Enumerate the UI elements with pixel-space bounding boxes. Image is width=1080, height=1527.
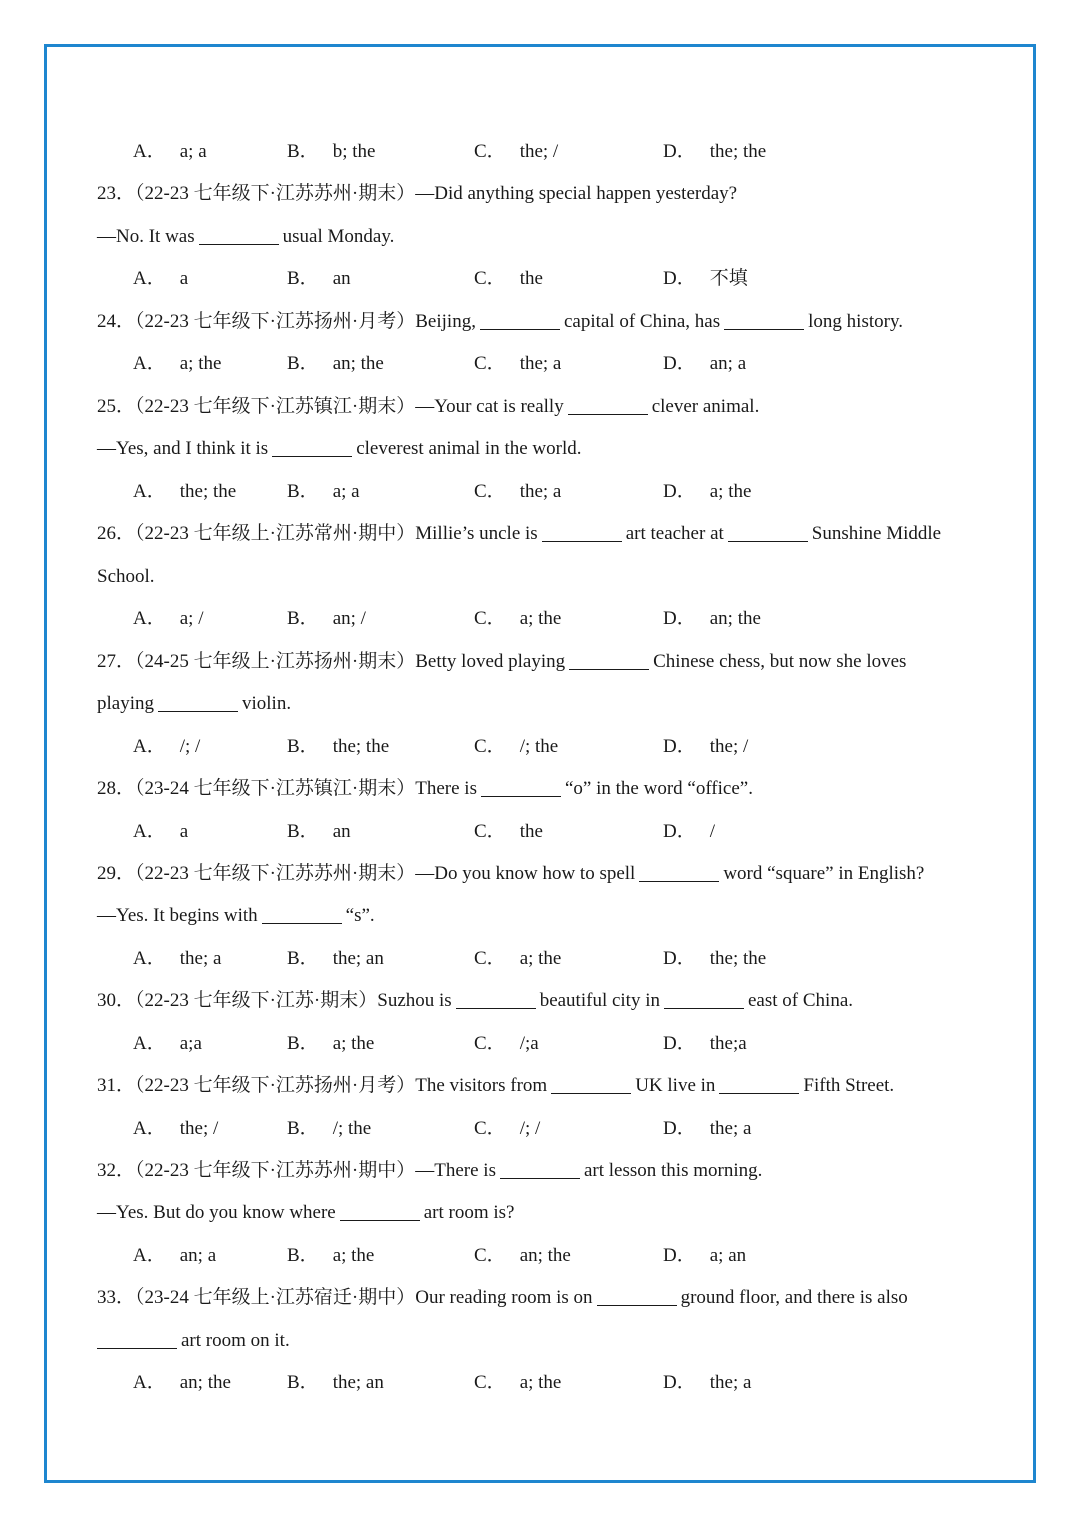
q27-option-b[interactable]: B． the; the (287, 736, 390, 757)
q23-stem: 23．（22-23 七年级下·江苏苏州·期末）—Did anything special happen yesterday? (97, 183, 738, 204)
q25-stem: 25．（22-23 七年级下·江苏镇江·期末）—Your cat is really clever animal. (97, 396, 760, 417)
answer-blank[interactable] (158, 710, 238, 712)
q31-option-b[interactable]: B． /; the (287, 1118, 372, 1139)
q31-option-a[interactable]: A． the; / (133, 1118, 219, 1139)
q32-option-c[interactable]: C． an; the (474, 1245, 571, 1266)
q29-option-d[interactable]: D． the; the (663, 948, 767, 969)
q28-stem: 28．（23-24 七年级下·江苏镇江·期末）There is “o” in the word “office”. (97, 778, 753, 799)
q25-option-a[interactable]: A． the; the (133, 481, 237, 502)
q30-option-d[interactable]: D． the;a (663, 1033, 747, 1054)
answer-blank[interactable] (542, 540, 622, 542)
q28-option-d[interactable]: D． / (663, 821, 716, 842)
q26-stem-line2: School. (97, 566, 155, 587)
q23-option-c[interactable]: C． the (474, 268, 543, 289)
q32-stem: 32．（22-23 七年级下·江苏苏州·期中）—There is art lesson this morning. (97, 1160, 763, 1181)
answer-blank[interactable] (569, 668, 649, 670)
answer-blank[interactable] (262, 922, 342, 924)
q30-options (97, 1023, 990, 1065)
q25-option-d[interactable]: D． a; the (663, 481, 752, 502)
q26-option-c[interactable]: C． a; the (474, 608, 562, 629)
answer-blank[interactable] (340, 1219, 420, 1221)
q27-option-a[interactable]: A． /; / (133, 736, 201, 757)
q31-option-d[interactable]: D． the; a (663, 1118, 752, 1139)
q26-stem: 26．（22-23 七年级上·江苏常州·期中）Millie’s uncle is art teacher at Sunshine Middle (97, 523, 942, 544)
q29-option-a[interactable]: A． the; a (133, 948, 222, 969)
answer-blank[interactable] (481, 795, 561, 797)
q31-option-c[interactable]: C． /; / (474, 1118, 541, 1139)
answer-blank[interactable] (728, 540, 808, 542)
q29-stem-line2: —Yes. It begins with “s”. (97, 905, 375, 926)
q33-option-d[interactable]: D． the; a (663, 1372, 752, 1393)
q29-options (97, 938, 990, 980)
q23-option-d[interactable]: D． 不填 (663, 268, 748, 289)
answer-blank[interactable] (639, 880, 719, 882)
q22-option-b[interactable]: B． b; the (287, 141, 376, 162)
answer-blank[interactable] (724, 328, 804, 330)
q25-stem-line2: —Yes, and I think it is cleverest animal in the world. (97, 438, 582, 459)
q25-option-b[interactable]: B． a; a (287, 481, 360, 502)
q26-option-a[interactable]: A． a; / (133, 608, 204, 629)
q24-option-b[interactable]: B． an; the (287, 353, 384, 374)
q22-option-d[interactable]: D． the; the (663, 141, 767, 162)
q30-option-b[interactable]: B． a; the (287, 1033, 375, 1054)
q31-options (97, 1108, 990, 1150)
q22-option-c[interactable]: C． the; / (474, 141, 559, 162)
q29-stem: 29．（22-23 七年级下·江苏苏州·期末）—Do you know how to spell word “square” in English? (97, 863, 925, 884)
q29-option-c[interactable]: C． a; the (474, 948, 562, 969)
answer-blank[interactable] (597, 1304, 677, 1306)
answer-blank[interactable] (664, 1007, 744, 1009)
q24-options (97, 343, 990, 385)
q24-stem: 24．（22-23 七年级下·江苏扬州·月考）Beijing, capital of China, has long history. (97, 311, 903, 332)
q27-options (97, 726, 990, 768)
q30-option-c[interactable]: C． /;a (474, 1033, 539, 1054)
q24-option-a[interactable]: A． a; the (133, 353, 222, 374)
q33-options (97, 1362, 990, 1404)
q33-option-b[interactable]: B． the; an (287, 1372, 384, 1393)
q26-option-d[interactable]: D． an; the (663, 608, 761, 629)
q26-option-b[interactable]: B． an; / (287, 608, 366, 629)
q28-option-c[interactable]: C． the (474, 821, 543, 842)
answer-blank[interactable] (480, 328, 560, 330)
q32-option-d[interactable]: D． a; an (663, 1245, 747, 1266)
q32-options (97, 1235, 990, 1277)
q27-option-c[interactable]: C． /; the (474, 736, 559, 757)
answer-blank[interactable] (456, 1007, 536, 1009)
answer-blank[interactable] (551, 1092, 631, 1094)
q30-stem: 30．（22-23 七年级下·江苏·期末）Suzhou is beautiful city in east of China. (97, 990, 854, 1011)
q22-option-a[interactable]: A． a; a (133, 141, 207, 162)
q31-stem: 31．（22-23 七年级下·江苏扬州·月考）The visitors from UK live in Fifth Street. (97, 1075, 895, 1096)
q32-option-a[interactable]: A． an; a (133, 1245, 217, 1266)
answer-blank[interactable] (199, 243, 279, 245)
q32-stem-line2: —Yes. But do you know where art room is? (97, 1202, 515, 1223)
answer-blank[interactable] (97, 1347, 177, 1349)
q26-options (97, 598, 990, 640)
answer-blank[interactable] (719, 1092, 799, 1094)
answer-blank[interactable] (568, 413, 648, 415)
q29-option-b[interactable]: B． the; an (287, 948, 384, 969)
q23-options (97, 258, 990, 300)
q33-option-c[interactable]: C． a; the (474, 1372, 562, 1393)
q24-option-d[interactable]: D． an; a (663, 353, 747, 374)
q33-option-a[interactable]: A． an; the (133, 1372, 231, 1393)
q25-option-c[interactable]: C． the; a (474, 481, 562, 502)
q28-option-b[interactable]: B． an (287, 821, 351, 842)
q24-option-c[interactable]: C． the; a (474, 353, 562, 374)
q23-option-a[interactable]: A． a (133, 268, 189, 289)
q28-options (97, 811, 990, 853)
q25-options (97, 471, 990, 513)
q23-option-b[interactable]: B． an (287, 268, 351, 289)
q27-option-d[interactable]: D． the; / (663, 736, 749, 757)
q30-option-a[interactable]: A． a;a (133, 1033, 202, 1054)
q28-option-a[interactable]: A． a (133, 821, 189, 842)
q27-stem-line2: playing violin. (97, 693, 292, 714)
answer-blank[interactable] (272, 455, 352, 457)
answer-blank[interactable] (500, 1177, 580, 1179)
q27-stem: 27．（24-25 七年级上·江苏扬州·期末）Betty loved playing Chinese chess, but now she loves (97, 651, 907, 672)
q32-option-b[interactable]: B． a; the (287, 1245, 375, 1266)
q22-options (97, 131, 990, 173)
q23-stem-line2: —No. It was usual Monday. (97, 226, 395, 247)
q33-stem: 33．（23-24 七年级上·江苏宿迁·期中）Our reading room is on ground floor, and there is also (97, 1287, 908, 1308)
q33-stem-line2: art room on it. (97, 1320, 990, 1362)
